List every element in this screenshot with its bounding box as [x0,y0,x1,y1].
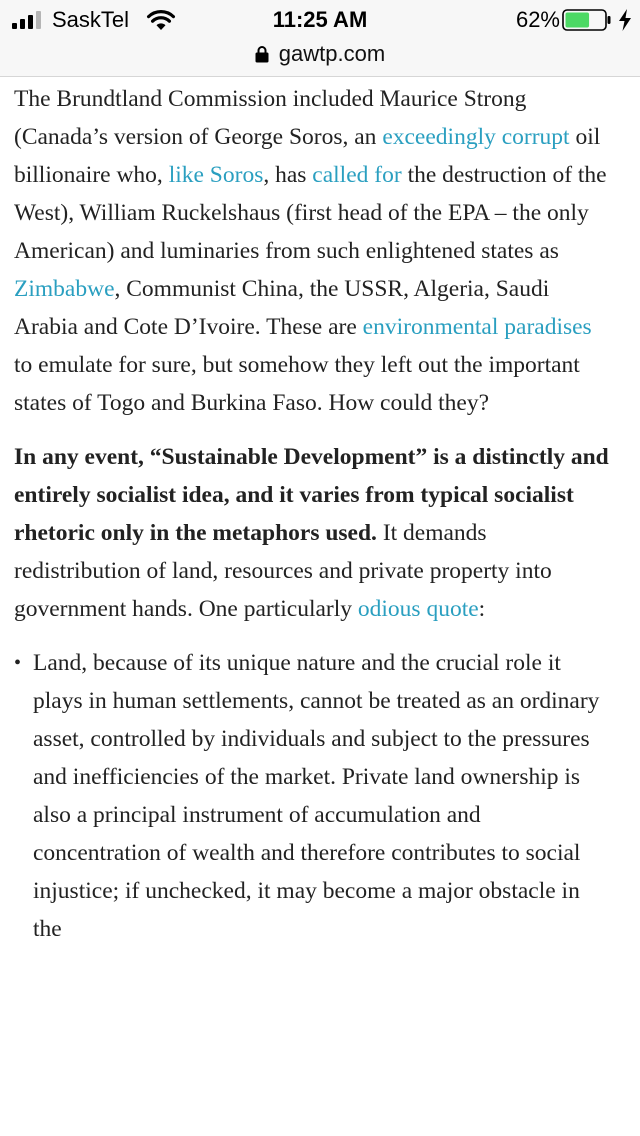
link-odious-quote[interactable]: odious quote [357,596,479,622]
bold-statement: In any event, “Sustainable Development” is a distinctly and entirely socialist idea, and it varies from typical socialist rhetoric only in the metaphors used. [14,444,609,546]
charging-bolt-icon [618,9,632,31]
lock-icon [255,45,269,63]
paragraph-text: , has [263,162,313,188]
paragraph-sustainable-development [14,438,614,628]
carrier-name: SaskTel [52,7,130,32]
article-body [14,80,614,948]
quote-list [14,644,614,948]
battery-percentage: 62% [515,7,560,32]
status-bar [0,0,640,40]
url-bar[interactable] [0,40,640,77]
url-display[interactable] [0,40,640,68]
clock: 11:25 AM [272,7,368,32]
paragraph-text: oil billionaire who, [14,124,601,188]
paragraph-text: : [478,596,486,622]
paragraph-text: to emulate for sure, but somehow they left out the important states of Togo and Burkina Faso. How could they? [14,352,580,416]
paragraph-text: It demands redistribution of land, resources and private property into government hands. One particularly [14,520,552,622]
link-environmental-paradises[interactable]: environmental paradises [362,314,592,340]
url-domain: gawtp.com [278,41,386,66]
link-exceedingly-corrupt[interactable]: exceedingly corrupt [382,124,570,150]
link-called-for[interactable]: called for [312,162,402,188]
paragraph-text: The Brundtland Commission included Maurice Strong (Canada’s version of George Soros, an [14,86,527,150]
link-like-soros[interactable]: like Soros [168,162,264,188]
battery-icon [562,9,612,31]
battery-level-fill [566,13,590,28]
bullet-marker: • [14,652,22,674]
list-item [14,644,614,948]
paragraph-text: the destruction of the West), William Ruckelshaus (first head of the EPA – the only American) and luminaries from such enlightened states as [14,162,607,264]
paragraph-brundtland [14,80,614,422]
paragraph-text: , Communist China, the USSR, Algeria, Saudi Arabia and Cote D’Ivoire. These are [14,276,550,340]
link-zimbabwe[interactable]: Zimbabwe [14,276,115,302]
quote-text: Land, because of its unique nature and the crucial role it plays in human settlements, cannot be treated as an ordinary asset, controlled by individuals and subject to the pressures and inefficiencies of the market. Private land ownership is also a principal instrument of accumulation and concentration of wealth and therefore contributes to social injustice; if unchecked, it may become a major obstacle in the [33,650,600,942]
